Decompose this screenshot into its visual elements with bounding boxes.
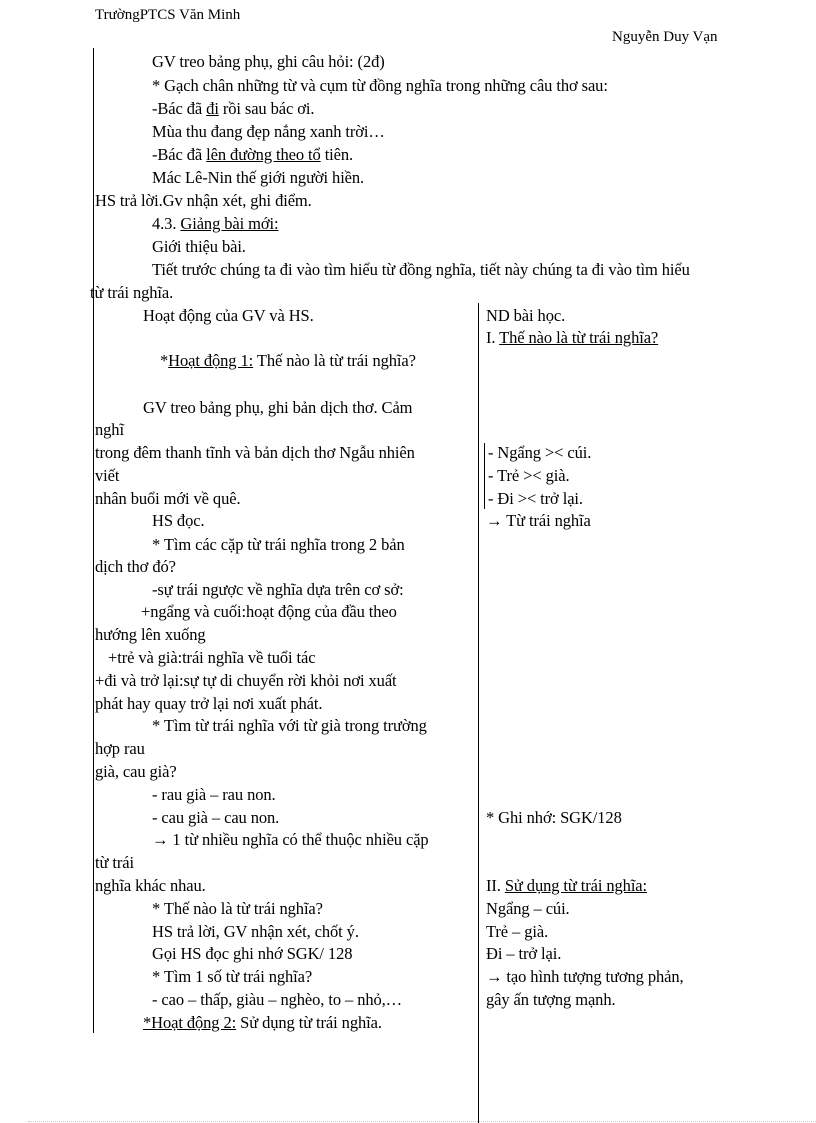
author-name: Nguyễn Duy Vạn xyxy=(612,29,718,45)
left-line-28: * Tìm 1 số từ trái nghĩa? xyxy=(152,967,313,986)
section-heading: 4.3. Giảng bài mới: xyxy=(152,214,279,233)
activity-1-title: *Hoạt động 1: Thế nào là từ trái nghĩa? xyxy=(160,351,416,370)
right-section-1-title: I. Thế nào là từ trái nghĩa? xyxy=(486,328,659,347)
intro-line-6: Mác Lê-Nin thế giới người hiền. xyxy=(152,168,365,187)
left-margin-line xyxy=(93,48,94,1033)
left-line-10: dịch thơ đó? xyxy=(95,557,176,576)
right-line-5: - Đi >< trở lại. xyxy=(488,489,583,508)
left-line-22: → 1 từ nhiều nghĩa có thể thuộc nhiều cặp xyxy=(152,830,429,849)
right-line-13: gây ấn tượng mạnh. xyxy=(486,990,616,1009)
right-col-marker xyxy=(484,443,485,509)
school-name: TrườngPTCS Văn Minh xyxy=(95,7,241,23)
left-line-15: +đi và trở lại:sự tự di chuyển rời khỏi nơi xuất xyxy=(95,671,397,690)
left-line-21: - cau già – cau non. xyxy=(152,808,280,827)
activity-2-title: *Hoạt động 2: Sử dụng từ trái nghĩa. xyxy=(143,1013,382,1032)
intro-line-11: từ trái nghĩa. xyxy=(90,283,174,302)
intro-line-2: * Gạch chân những từ và cụm từ đồng nghĩa trong những câu thơ sau: xyxy=(152,76,608,95)
left-line-27: Gọi HS đọc ghi nhớ SGK/ 128 xyxy=(152,944,353,963)
left-line-5: trong đêm thanh tĩnh và bản dịch thơ Ngẫu nhiên xyxy=(95,443,415,462)
right-line-3: - Ngẩng >< cúi. xyxy=(488,443,592,462)
left-line-11: -sự trái ngược về nghĩa dựa trên cơ sở: xyxy=(152,580,404,599)
right-line-4: - Trẻ >< già. xyxy=(488,466,570,485)
left-line-26: HS trả lời, GV nhận xét, chốt ý. xyxy=(152,922,359,941)
left-line-13: hướng lên xuống xyxy=(95,625,206,644)
intro-line-10: Tiết trước chúng ta đi vào tìm hiểu từ đồng nghĩa, tiết này chúng ta đi vào tìm hiểu xyxy=(152,260,690,279)
left-line-9: * Tìm các cặp từ trái nghĩa trong 2 bản xyxy=(152,535,405,554)
left-line-24: nghĩa khác nhau. xyxy=(95,876,206,895)
intro-line-4: Mùa thu đang đẹp nắng xanh trời… xyxy=(152,122,385,141)
page-bottom-border xyxy=(28,1121,816,1122)
right-line-10: Trẻ – già. xyxy=(486,922,549,941)
intro-line-9: Giới thiệu bài. xyxy=(152,237,246,256)
left-col-header: Hoạt động của GV và HS. xyxy=(143,306,314,325)
left-line-8: HS đọc. xyxy=(152,511,205,530)
intro-line-5: -Bác đã lên đường theo tổ tiên. xyxy=(152,145,354,164)
intro-line-7: HS trả lời.Gv nhận xét, ghi điểm. xyxy=(95,191,312,210)
column-divider xyxy=(478,303,479,1123)
left-line-17: * Tìm từ trái nghĩa với từ già trong trường xyxy=(152,716,427,735)
left-line-16: phát hay quay trở lại nơi xuất phát. xyxy=(95,694,323,713)
right-line-7: * Ghi nhớ: SGK/128 xyxy=(486,808,622,827)
right-section-2-title: II. Sử dụng từ trái nghĩa: xyxy=(486,876,648,895)
left-line-18: hợp rau xyxy=(95,739,145,758)
right-line-9: Ngẩng – cúi. xyxy=(486,899,570,918)
left-line-12: +ngẩng và cuối:hoạt động của đầu theo xyxy=(141,602,397,621)
left-line-7: nhân buổi mới về quê. xyxy=(95,489,241,508)
left-line-3: GV treo bảng phụ, ghi bản dịch thơ. Cảm xyxy=(143,398,413,417)
left-line-6: viết xyxy=(95,466,120,485)
left-line-29: - cao – thấp, giàu – nghèo, to – nhỏ,… xyxy=(152,990,403,1009)
left-line-20: - rau già – rau non. xyxy=(152,785,276,804)
left-line-23: từ trái xyxy=(95,853,134,872)
left-line-14: +trẻ và già:trái nghĩa về tuổi tác xyxy=(108,648,316,667)
intro-line-1: GV treo bảng phụ, ghi câu hỏi: (2đ) xyxy=(152,52,385,71)
left-line-19: già, cau già? xyxy=(95,762,177,781)
left-line-25: * Thế nào là từ trái nghĩa? xyxy=(152,899,323,918)
right-line-11: Đi – trở lại. xyxy=(486,944,562,963)
right-line-6: → Từ trái nghĩa xyxy=(486,511,591,530)
left-line-4: nghĩ xyxy=(95,420,124,439)
right-line-12: → tạo hình tượng tương phản, xyxy=(486,967,684,986)
intro-line-3: -Bác đã đi rồi sau bác ơi. xyxy=(152,99,315,118)
right-col-header: ND bài học. xyxy=(486,306,566,325)
